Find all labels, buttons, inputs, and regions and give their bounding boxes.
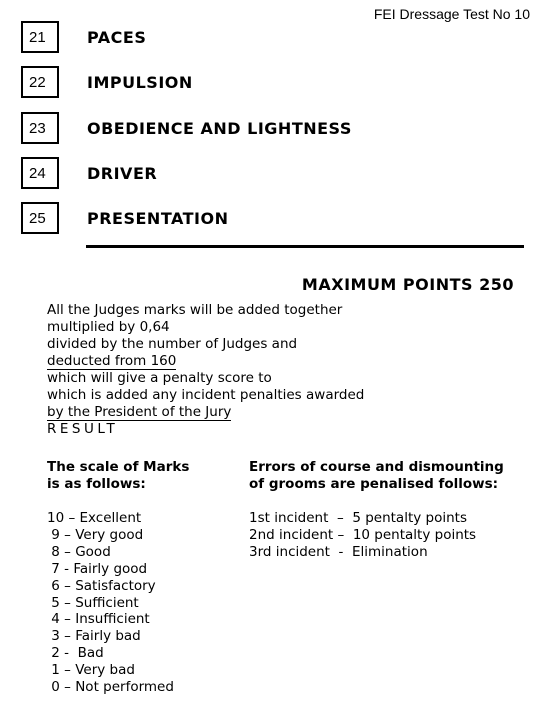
mark-label-presentation: PRESENTATION	[87, 209, 229, 228]
list-item: 3rd incident - Elimination	[249, 543, 428, 560]
list-item: 2nd incident – 10 pentalty points	[249, 526, 477, 543]
scale-heading-line: is as follows:	[47, 476, 146, 492]
scale-list	[47, 510, 174, 696]
test-title: FEI Dressage Test No 10	[373, 6, 530, 22]
calculation-line: divided by the number of Judges and	[47, 336, 298, 352]
list-item: 1st incident – 5 pentalty points	[249, 510, 467, 526]
mark-number-box: 23	[21, 112, 59, 144]
list-item: 7 - Fairly good	[47, 560, 148, 577]
list-item: 1 – Very bad	[47, 662, 135, 679]
maximum-points: MAXIMUM POINTS 250	[301, 275, 514, 294]
calculation-line: multiplied by 0,64	[47, 319, 170, 335]
calculation-block	[47, 302, 364, 438]
mark-label-obedience: OBEDIENCE AND LIGHTNESS	[87, 119, 352, 138]
list-item: 9 – Very good	[47, 526, 144, 543]
mark-number-box: 22	[21, 66, 59, 98]
list-item: 0 – Not performed	[47, 679, 174, 696]
mark-number-box: 24	[21, 157, 59, 189]
mark-label-impulsion: IMPULSION	[87, 73, 193, 92]
list-item: 10 – Excellent	[47, 510, 142, 526]
mark-number-box: 25	[21, 202, 59, 234]
list-item: 6 – Satisfactory	[47, 577, 156, 594]
result-label: RESULT	[47, 421, 119, 437]
errors-list	[249, 510, 476, 561]
list-item: 4 – Insufficient	[47, 611, 150, 628]
divider-rule	[86, 245, 524, 248]
calculation-line-underlined: by the President of the Jury	[47, 404, 232, 420]
calculation-line: All the Judges marks will be added together	[47, 302, 343, 318]
errors-heading-line: Errors of course and dismounting	[249, 459, 504, 475]
list-item: 3 – Fairly bad	[47, 628, 141, 645]
calculation-line-underlined: deducted from 160	[47, 353, 177, 369]
calculation-line: which is added any incident penalties awarded	[47, 387, 365, 403]
scale-heading	[47, 459, 189, 493]
list-item: 2 - Bad	[47, 645, 104, 662]
list-item: 8 – Good	[47, 543, 111, 560]
errors-heading-line: of grooms are penalised follows:	[249, 476, 499, 492]
calculation-line: which will give a penalty score to	[47, 370, 272, 386]
mark-number-box: 21	[21, 21, 59, 53]
errors-heading	[249, 459, 504, 493]
scale-heading-line: The scale of Marks	[47, 459, 190, 475]
mark-label-paces: PACES	[87, 28, 147, 47]
mark-label-driver: DRIVER	[87, 164, 158, 183]
list-item: 5 – Sufficient	[47, 594, 139, 611]
